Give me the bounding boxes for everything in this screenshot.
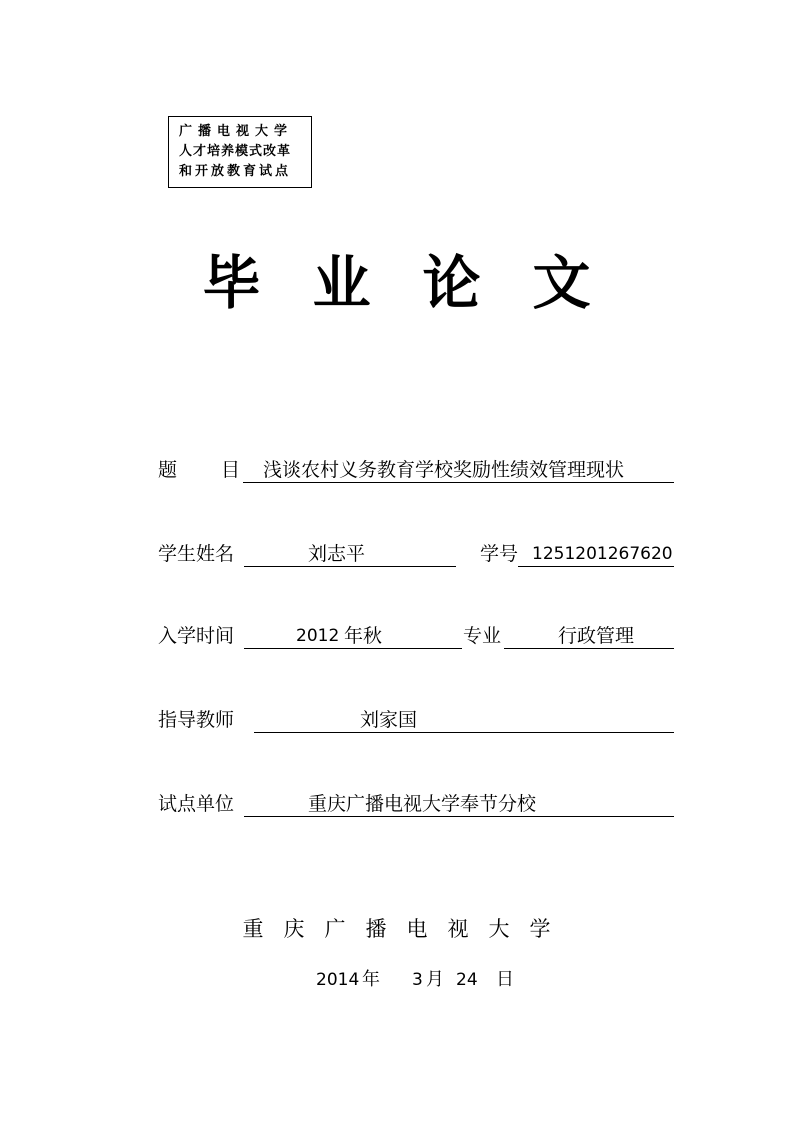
date-month: 3 [412,970,423,990]
title-char-4: 文 [532,249,591,317]
date-year: 2014 [316,970,360,990]
student-name-field [244,540,456,567]
university-char-8: 学 [529,917,551,941]
pilot-unit-field [244,790,674,817]
university-char-6: 视 [447,917,469,941]
topic-row [158,456,674,484]
enroll-time-field [244,622,462,649]
student-id-field [518,540,674,567]
pilot-line-3: 和开放教育试点 [179,164,292,179]
major-field [504,622,674,649]
topic-label-right: 目 [221,459,241,481]
pilot-program-box [168,116,312,188]
date-day-unit: 日 [496,969,514,990]
pilot-line-2: 人才培养模式改革 [179,144,292,159]
university-char-4: 播 [365,917,387,941]
enroll-year-value: 2012 [296,626,340,646]
topic-label-left: 题 [158,459,178,481]
pilot-unit-label: 试点单位 [158,793,235,815]
university-char-2: 庆 [283,917,305,941]
advisor-value: 刘家国 [360,709,418,731]
university-char-1: 重 [242,917,264,941]
pilot-unit-value: 重庆广播电视大学奉节分校 [308,793,537,815]
document-title [0,248,793,318]
university-char-5: 电 [406,917,428,941]
topic-field [243,456,674,483]
university-char-3: 广 [324,917,346,941]
advisor-row [158,706,674,734]
pilot-line-1: 广播电视大学 [179,124,294,139]
title-char-1: 毕 [202,249,261,317]
major-value: 行政管理 [558,625,635,647]
advisor-field [254,706,674,733]
university-name [0,914,793,944]
title-char-3: 论 [422,249,481,317]
student-name-label: 学生姓名 [158,543,235,565]
topic-value: 浅谈农村义务教育学校奖励性绩效管理现状 [263,459,625,481]
title-char-2: 业 [312,249,371,317]
enroll-row [158,622,674,650]
student-id-value: 1251201267620 [532,544,673,564]
date-year-unit: 年 [362,969,380,990]
student-name-value: 刘志平 [308,543,366,565]
student-id-label: 学号 [480,543,519,565]
advisor-label: 指导教师 [158,709,235,731]
date-month-unit: 月 [426,969,444,990]
enroll-season-value: 年秋 [344,625,383,647]
student-row [158,540,674,568]
university-char-7: 大 [488,917,510,941]
enroll-time-label: 入学时间 [158,625,235,647]
pilot-unit-row [158,790,674,818]
date-day: 24 [456,970,478,990]
major-label: 专业 [463,625,502,647]
